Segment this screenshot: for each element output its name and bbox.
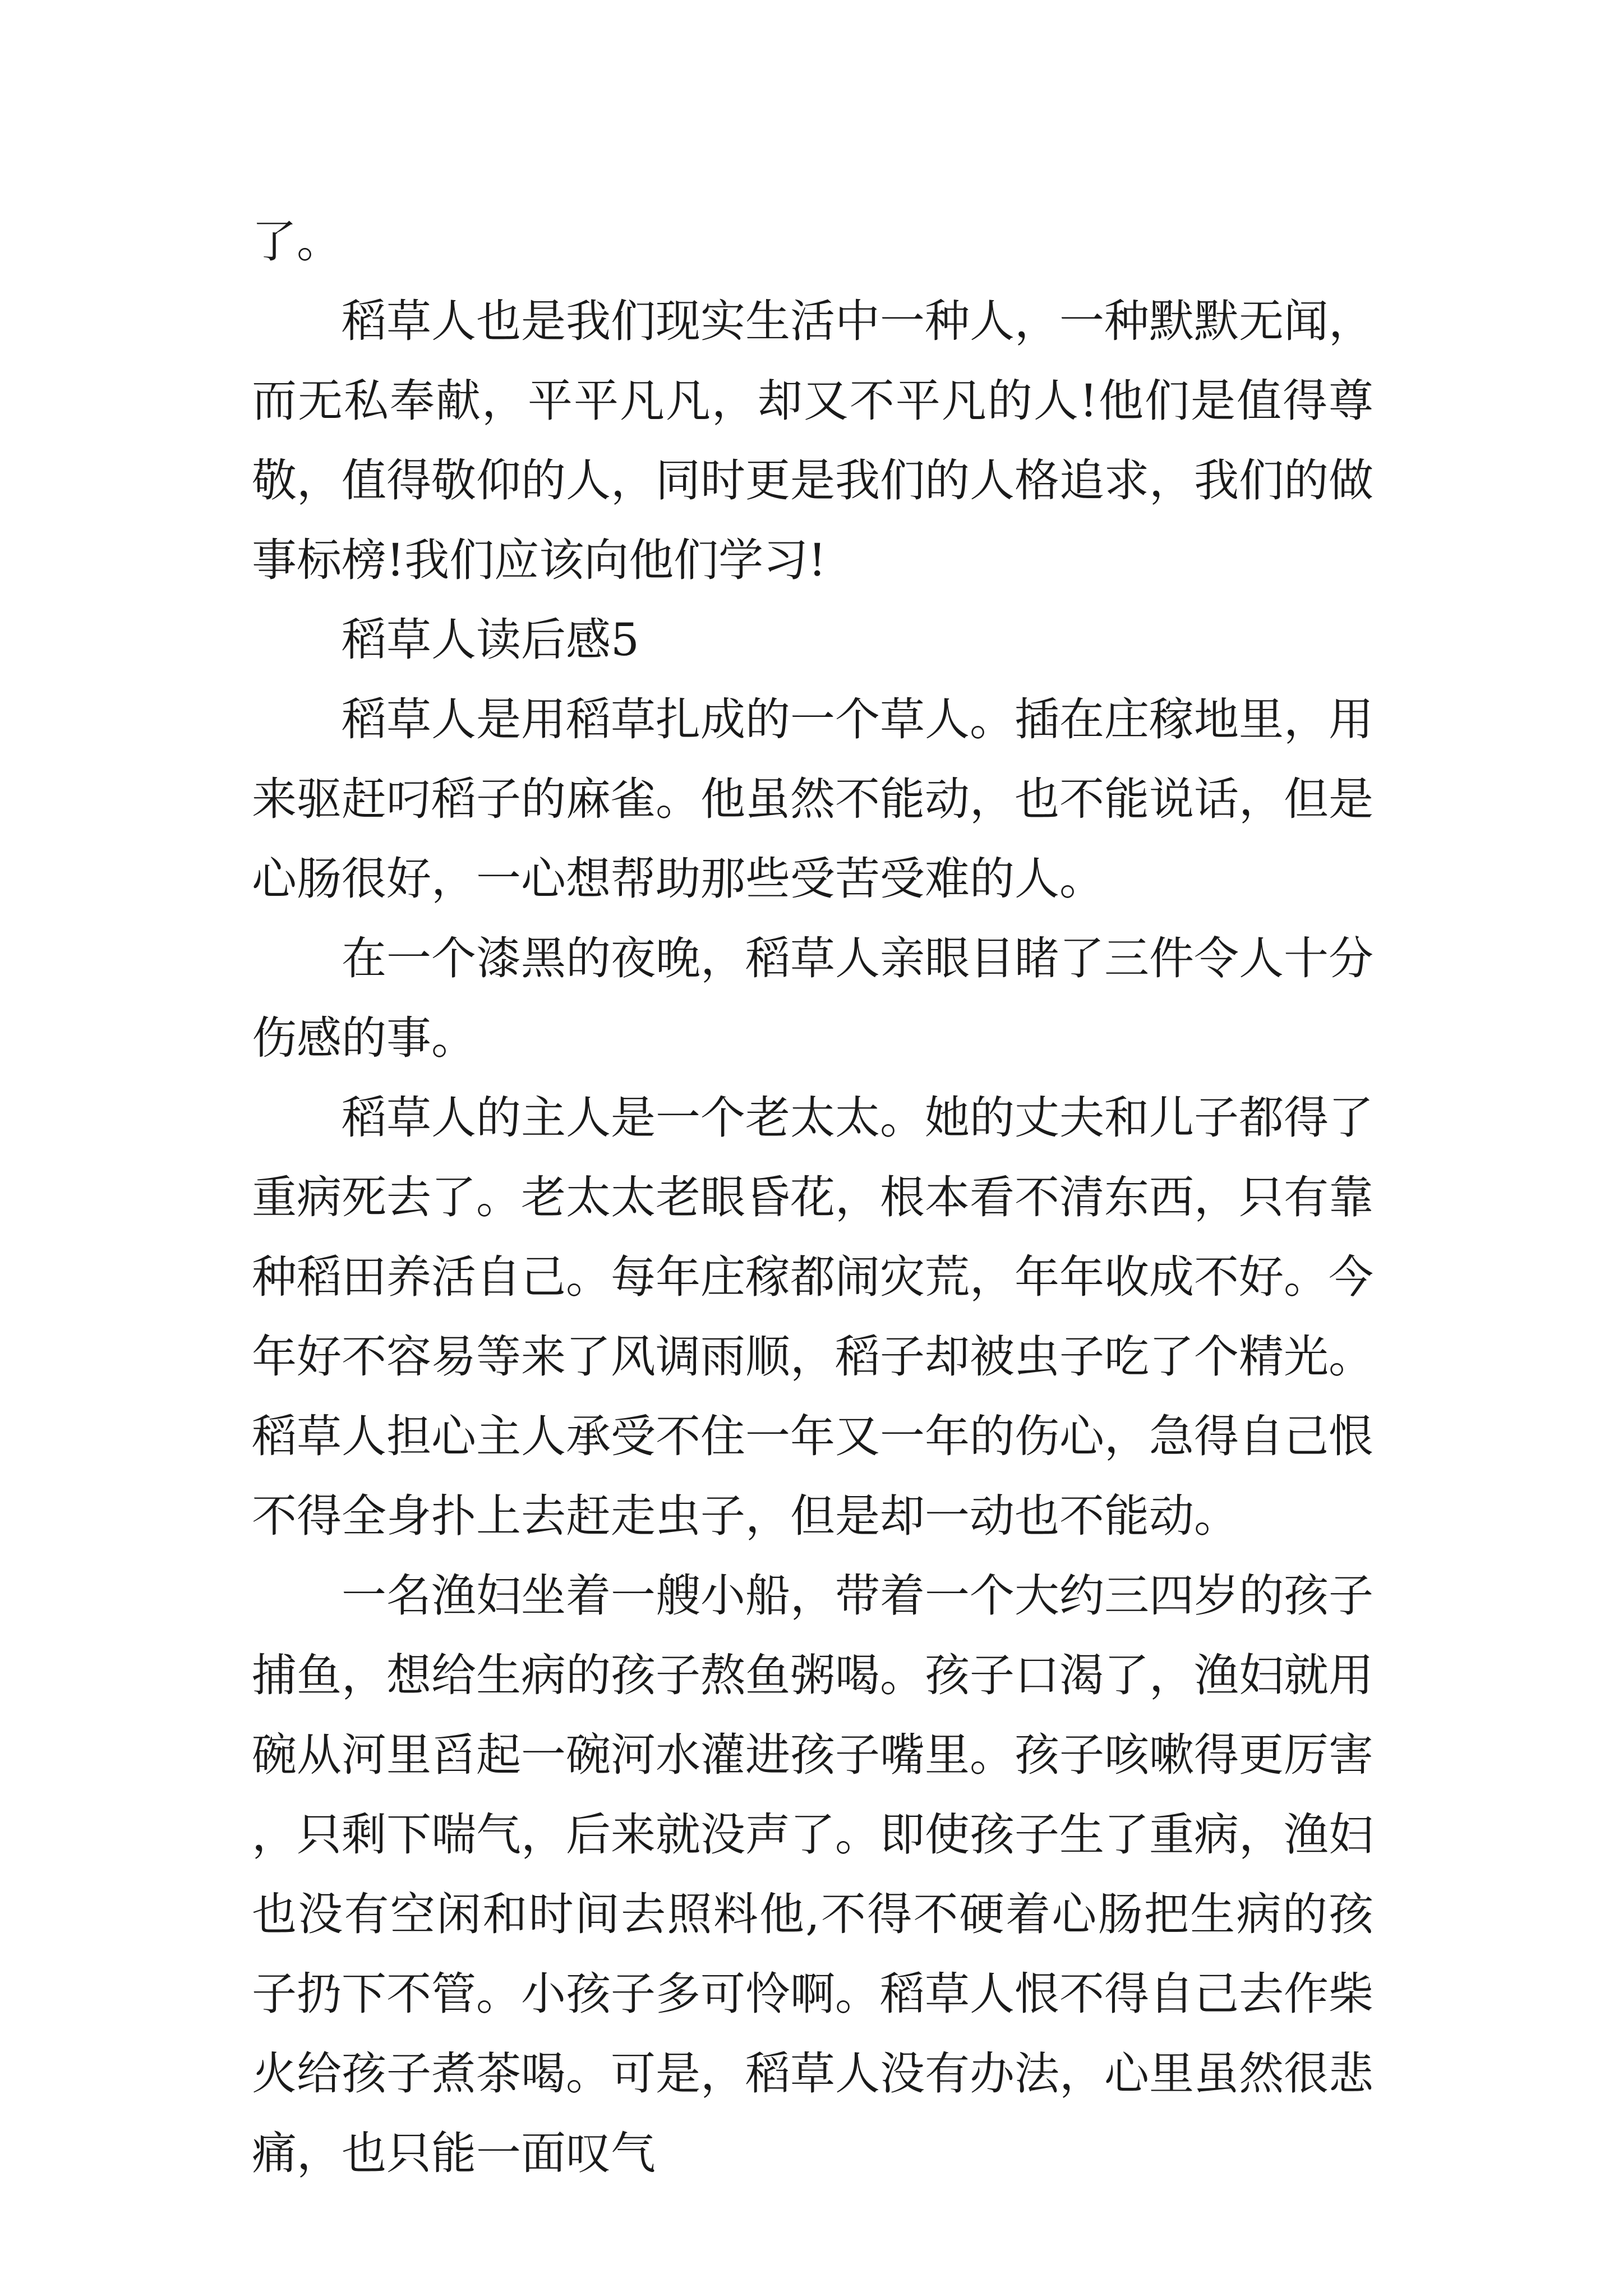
paragraph-2: 稻草人也是我们现实生活中一种人，一种默默无闻，而无私奉献，平平凡凡，却又不平凡的人!他们是值得尊敬，值得敬仰的人，同时更是我们的人格追求，我们的做事标榜!我们应该向他们学习! [252, 295, 1373, 586]
paragraph-6: 一名渔妇坐着一艘小船，带着一个大约三四岁的孩子捕鱼，想给生病的孩子熬鱼粥喝。孩子口渴了，渔妇就用碗从河里舀起一碗河水灌进孩子嘴里。孩子咳嗽得更厉害，只剩下喘气，后来就没声了。即使孩子生了重病，渔妇也没有空闲和时间去照料他,不得不硬着心肠把生病的孩子扔下不管。小孩子多可怜啊。稻草人恨不得自己去作柴火给孩子煮茶喝。可是，稻草人没有办法，心里虽然很悲痛，也只能一面叹气 [252, 1570, 1373, 2179]
body-text [252, 202, 1373, 2193]
paragraph-1: 了。 [252, 215, 342, 268]
paragraph-3: 稻草人是用稻草扎成的一个草人。插在庄稼地里，用来驱赶叼稻子的麻雀。他虽然不能动，也不能说话，但是心肠很好，一心想帮助那些受苦受难的人。 [252, 693, 1373, 905]
section-heading: 稻草人读后感5 [342, 614, 639, 666]
paragraph-4: 在一个漆黑的夜晚，稻草人亲眼目睹了三件令人十分伤感的事。 [252, 932, 1373, 1064]
paragraph-5: 稻草人的主人是一个老太太。她的丈夫和儿子都得了重病死去了。老太太老眼昏花，根本看不清东西，只有靠种稻田养活自己。每年庄稼都闹灾荒，年年收成不好。今年好不容易等来了风调雨顺，稻子却被虫子吃了个精光。稻草人担心主人承受不住一年又一年的伤心，急得自己恨不得全身扑上去赶走虫子，但是却一动也不能动。 [252, 1092, 1373, 1542]
